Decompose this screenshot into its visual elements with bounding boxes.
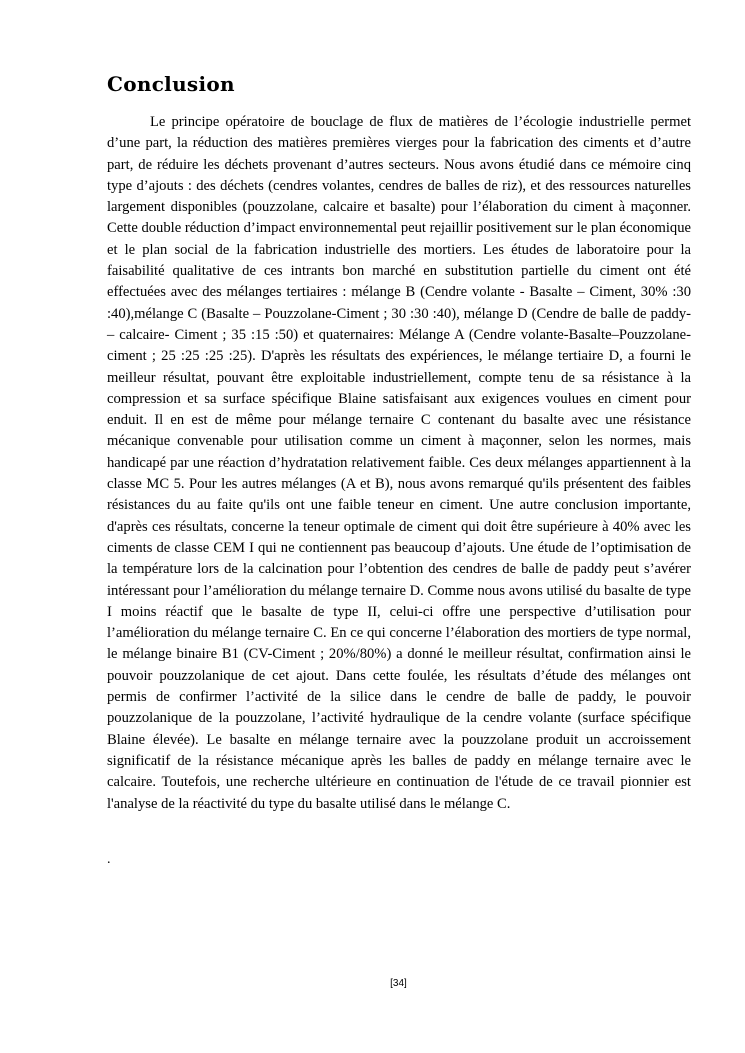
conclusion-paragraph: Le principe opératoire de bouclage de flux de matières de l’écologie industrielle permet d’une part, la réduction des matières premières vierges pour la fabrication des ciments et d’autre part, de réduire les déchets provenant d’autres secteurs. Nous avons étudié dans ce mémoire cinq type d’ajouts : des déchets (cendres volantes, cendres de balles de riz), et des ressources naturelles largement disponibles (pouzzolane, calcaire et basalte) pour l’élaboration du ciment à maçonner. Cette double réduction d’impact environnemental peut rejaillir positivement sur le plan économique et le plan social de la fabrication industrielle des mortiers. Les études de laboratoire pour la faisabilité qualitative de ces intrants bon marché en substitution partielle du ciment ont été effectuées avec des mélanges tertiaires : mélange B (Cendre volante - Basalte – Ciment, 30% :30 :40),mélange C (Basalte – Pouzzolane-Ciment ; 30 :30 :40), mélange D (Cendre de balle de paddy- – calcaire- Ciment ; 35 :15 :50) et quaternaires: Mélange A (Cendre volante-Basalte–Pouzzolane-ciment ; 25 :25 :25 :25). D'après les résultats des expériences, le mélange tertiaire D, a fourni le meilleur résultat, pouvant être exploitable industriellement, compte tenu de sa résistance à la compression et sa surface spécifique Blaine satisfaisant aux exigences voulues en ciment pour enduit. Il en est de même pour mélange ternaire C contenant du basalte avec une résistance mécanique convenable pour utilisation comme un ciment à maçonner, selon les normes, mais handicapé par une réaction d’hydratation relativement faible. Ces deux mélanges appartiennent à la classe MC 5. Pour les autres mélanges (A et B), nous avons remarqué qu'ils présentent des faibles résistances du au faite qu'ils ont une faible teneur en ciment. Une autre conclusion importante, d'après ces résultats, concerne la teneur optimale de ciment qui doit être supérieure à 40% avec les ciments de classe CEM I qui ne contiennent pas beaucoup d’ajouts. Une étude de l’optimisation de la température lors de la calcination pour l’obtention des cendres de balle de paddy peut s’avérer intéressant pour l’amélioration du mélange ternaire D. Comme nous avons utilisé du basalte de type I moins réactif que le basalte de type II, celui-ci offre une perspective d’utilisation pour l’amélioration du mélange ternaire C. En ce qui concerne l’élaboration des mortiers de type normal, le mélange binaire B1 (CV-Ciment ; 20%/80%) a donné le meilleur résultat, confirmation ainsi le pouvoir pouzzolanique de cet ajout. Dans cette foulée, les résultats d’étude des mélanges ont permis de confirmer l’activité de la silice dans le cendre de balle de paddy, le pouvoir pouzzolanique de la pouzzolane, l’activité hydraulique de la cendre volante (surface spécifique Blaine élevée). Le basalte en mélange ternaire avec la pouzzolane produit un accroissement significatif de la résistance mécanique après les balles de paddy en mélange ternaire avec le calcaire. Toutefois, une recherche ultérieure en continuation de l'étude de ce travail pionnier est l'analyse de la réactivité du type du basalte utilisé dans le mélange C.: [107, 114, 691, 812]
section-heading: Conclusion: [107, 72, 235, 96]
page-number: [34]: [390, 978, 407, 989]
end-mark: .: [107, 852, 111, 867]
